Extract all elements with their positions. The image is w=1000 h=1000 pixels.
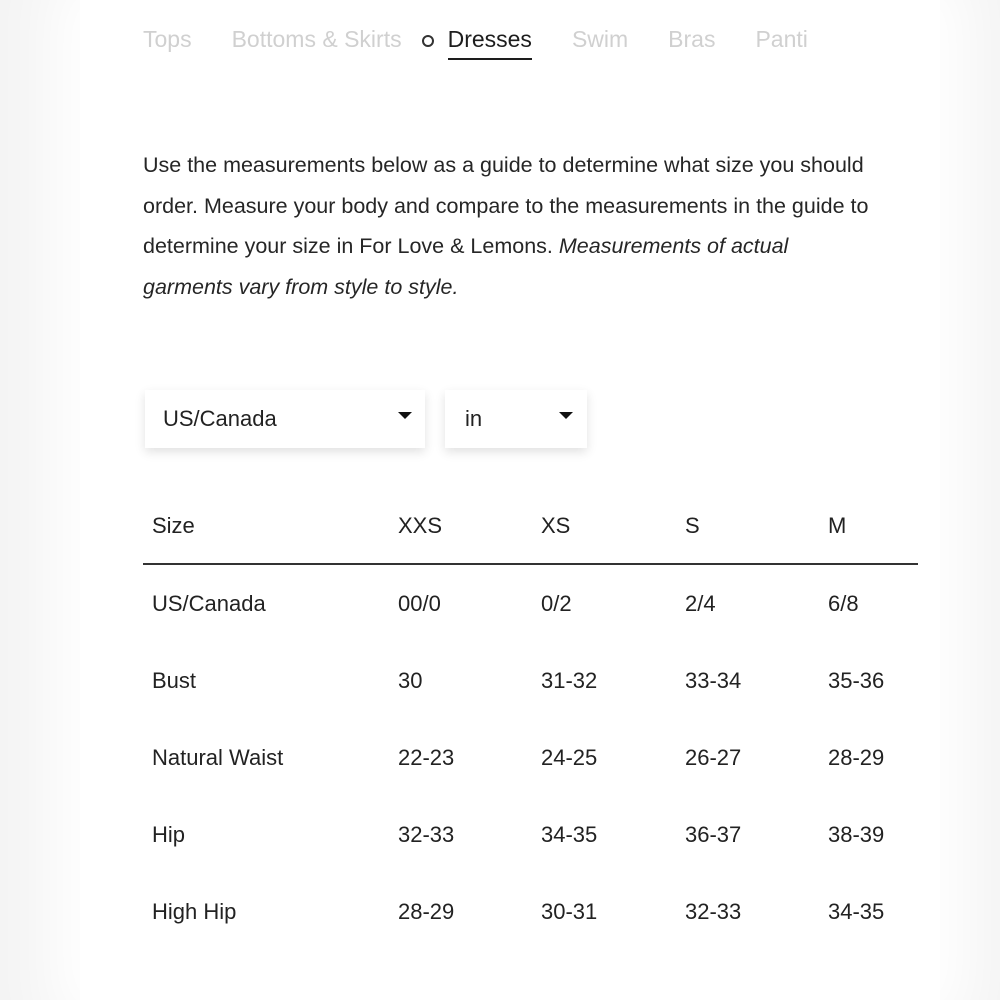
table-cell: 2/4 [685,590,716,616]
table-header: Size [143,488,397,564]
table-cell: 35-36 [828,667,885,693]
row-label: US/Canada [152,590,266,616]
table-cell: 00/0 [398,590,441,616]
table-header-row [143,488,918,564]
table-header: XS [540,488,684,564]
caret-down-icon [559,412,573,419]
category-tabs [143,22,848,62]
row-label: Bust [152,667,197,693]
table-row [143,719,918,796]
tab-tops[interactable]: Tops [143,26,192,52]
table-cell: 6/8 [828,590,859,616]
table-cell: 24-25 [541,744,598,770]
table-cell: 30-31 [541,898,598,924]
table-cell: 33-34 [685,667,742,693]
row-label: Natural Waist [152,744,284,770]
caret-down-icon [398,412,412,419]
table-cell: 32-33 [398,821,455,847]
table-cell: 34-35 [541,821,598,847]
table-cell: 34-35 [828,898,885,924]
table-cell: 22-23 [398,744,455,770]
table-cell: 26-27 [685,744,742,770]
intro-note: Measurements of actual garments vary from style to style. [143,234,789,299]
active-tab-dot-icon [422,35,434,47]
size-chart-table [143,488,918,950]
table-cell: 36-37 [685,821,742,847]
table-cell: 32-33 [685,898,742,924]
table-cell: 28-29 [398,898,455,924]
table-cell: 38-39 [828,821,885,847]
row-label: High Hip [152,898,237,924]
table-cell: 0/2 [541,590,572,616]
tab-swim[interactable]: Swim [571,26,629,52]
table-header: XXS [397,488,540,564]
table-cell: 31-32 [541,667,598,693]
table-row [143,873,918,950]
table-cell: 30 [398,667,423,693]
table-row [143,642,918,719]
size-guide-intro [143,145,873,307]
region-select[interactable] [145,390,425,448]
table-header: S [684,488,827,564]
table-cell: 28-29 [828,744,885,770]
intro-text: Use the measurements below as a guide to determine what size you should order. Measure your body and compare to the measurements in the guide to determine your size in For Love & Lemons. [143,153,869,258]
table-row [143,796,918,873]
row-label: Hip [152,821,186,847]
table-row [143,564,918,642]
tab-panties[interactable]: Panti [755,26,808,52]
region-select-value: US/Canada [163,406,277,431]
tab-bras[interactable]: Bras [668,26,716,52]
table-header: M [827,488,918,564]
unit-select-value: in [465,406,483,431]
tab-dresses[interactable]: Dresses [448,22,532,60]
unit-select[interactable] [445,390,587,448]
tab-bottoms-skirts[interactable]: Bottoms & Skirts [231,26,402,52]
